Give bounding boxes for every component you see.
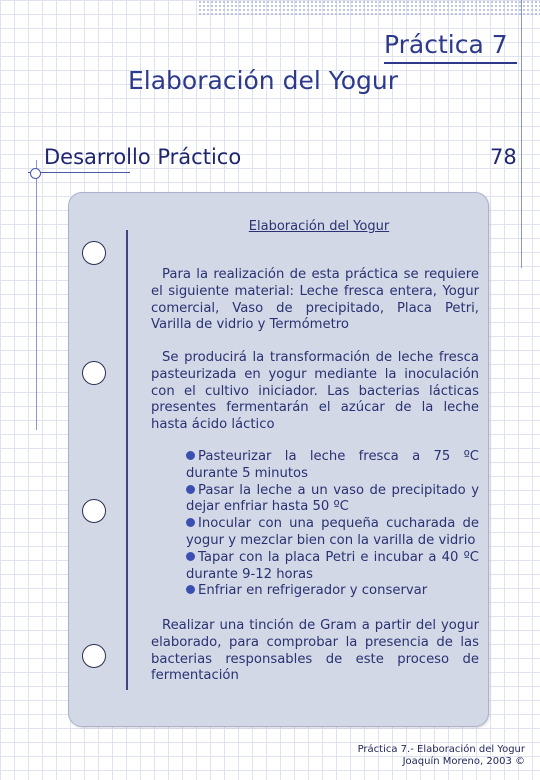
footer-author-line: Joaquín Moreno, 2003 © [402, 756, 525, 767]
bullet-icon [186, 518, 195, 527]
step-text: Enfriar en refrigerador y conservar [198, 583, 428, 599]
bullet-icon [186, 451, 195, 460]
footer-practice-line: Práctica 7.- Elaboración del Yogur [357, 744, 525, 755]
card-title: Elaboración del Yogur [248, 219, 390, 234]
step-text: Pasteurizar la leche fresca a 75 ºC durante 5 minutos [186, 449, 479, 481]
binder-hole-icon [82, 499, 106, 523]
binder-hole-icon [82, 644, 106, 668]
process-paragraph: Se producirá la transformación de leche fresca pasteurizada en yogur mediante la inoculación con el cultivo iniciador. Las bacterias lácticas presentes fermentarán el azúcar de la leche hasta ácido láctico [151, 350, 479, 433]
procedure-step [186, 483, 479, 517]
closing-paragraph: Realizar una tinción de Gram a partir del yogur elaborado, para comprobar la presencia de las bacterias responsables de este proceso de fermentación [151, 618, 479, 684]
page-number: 78 [490, 145, 517, 169]
intro-paragraph: Para la realización de esta práctica se requiere el siguiente material: Leche fresca entera, Yogur comercial, Vaso de precipitado, Placa Petri, Varilla de vidrio y Termómetro [151, 267, 479, 333]
bullet-icon [186, 552, 195, 561]
bullet-icon [186, 485, 195, 494]
procedure-step [186, 550, 479, 584]
section-underline [28, 172, 130, 173]
footer [340, 744, 525, 768]
top-decorative-band [198, 0, 540, 15]
step-text: Inocular con una pequeña cucharada de yogur y mezclar bien con la varilla de vidrio [186, 516, 479, 548]
notebook-card [68, 192, 489, 727]
binder-hole-icon [82, 361, 106, 385]
left-margin-line [36, 160, 37, 430]
procedure-step [186, 449, 479, 483]
procedure-step [186, 516, 479, 550]
section-dot-icon [30, 168, 41, 179]
binder-hole-icon [82, 241, 106, 265]
procedure-step [186, 583, 479, 600]
practice-title-underline [384, 62, 517, 64]
right-margin-line [521, 0, 522, 268]
document-title: Elaboración del Yogur [128, 66, 398, 95]
practice-title: Práctica 7 [384, 30, 508, 59]
bullet-icon [186, 585, 195, 594]
procedure-steps [186, 449, 479, 600]
step-text: Pasar la leche a un vaso de precipitado y dejar enfriar hasta 50 ºC [186, 482, 479, 515]
section-title: Desarrollo Práctico [44, 145, 242, 169]
card-margin-rule [126, 230, 128, 690]
step-text: Tapar con la placa Petri e incubar a 40 ºC durante 9-12 horas [186, 549, 479, 582]
